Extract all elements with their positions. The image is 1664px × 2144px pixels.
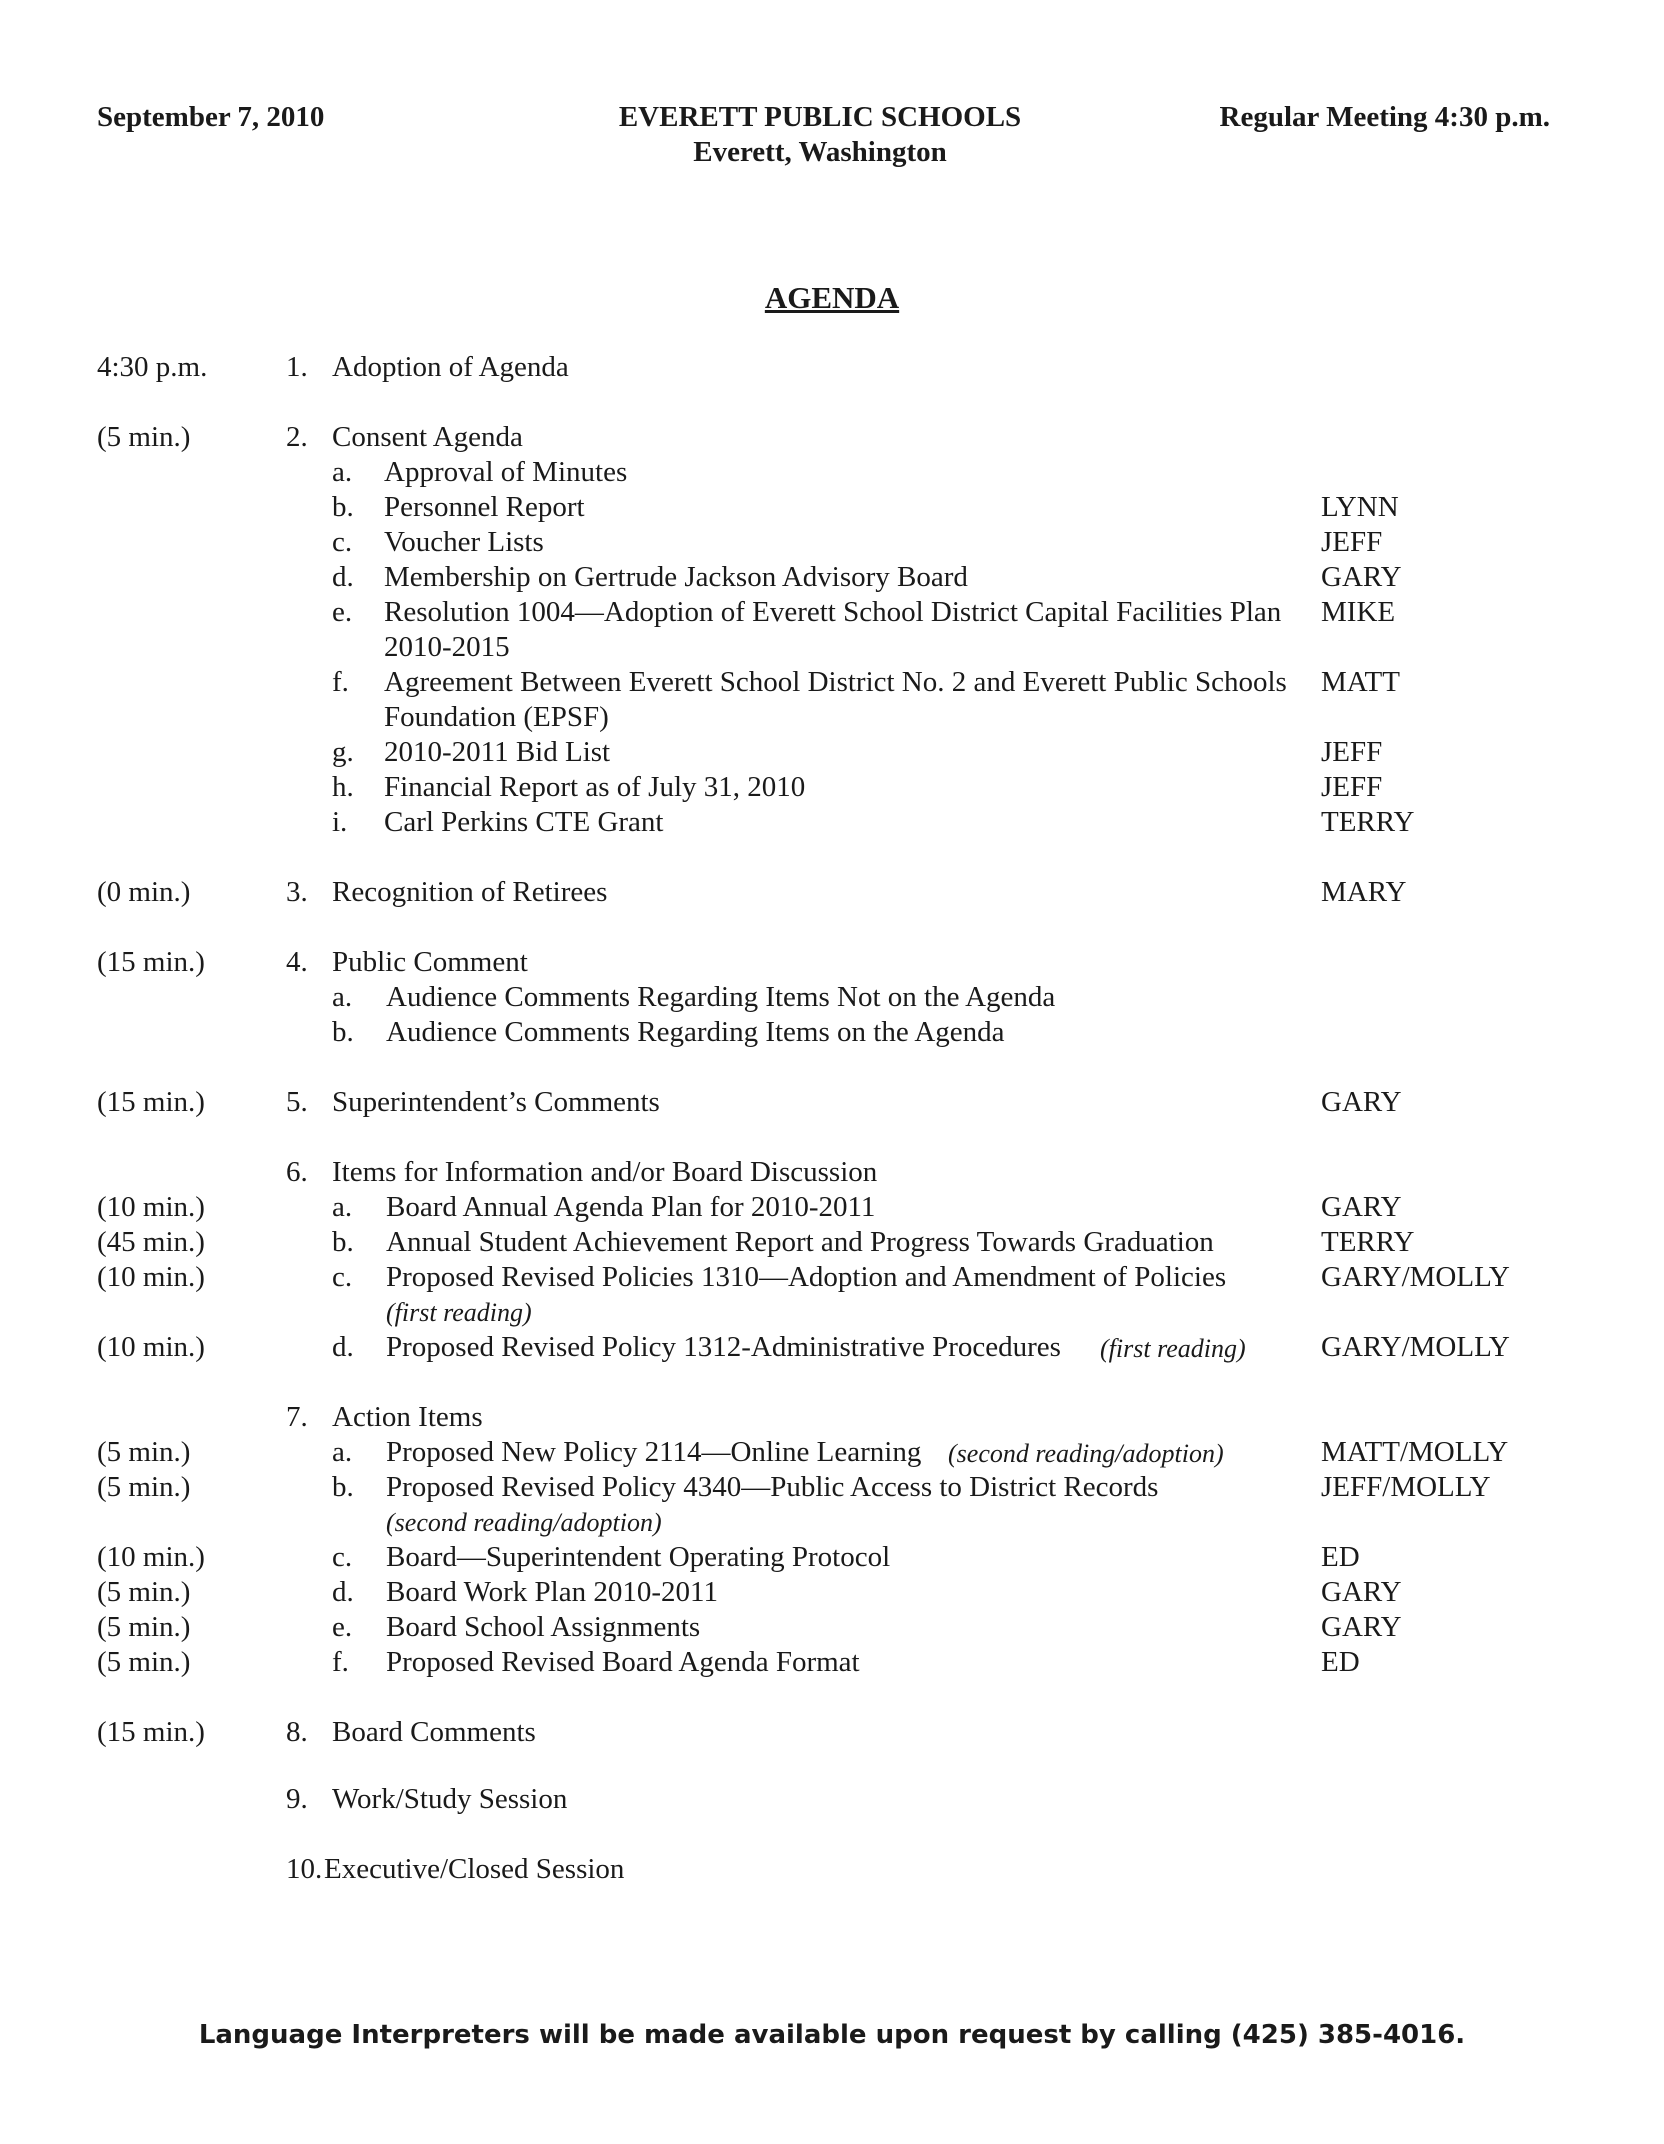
- sub-item-letter: b.: [332, 1016, 354, 1048]
- meeting-type: Regular Meeting 4:30 p.m.: [1219, 101, 1550, 133]
- presenter: JEFF: [1321, 736, 1383, 768]
- item-text: Consent Agenda: [332, 421, 523, 453]
- sub-item-letter: e.: [332, 1611, 353, 1643]
- item-time: (45 min.): [97, 1226, 205, 1258]
- item-time: (10 min.): [97, 1331, 205, 1363]
- district-name: EVERETT PUBLIC SCHOOLS: [618, 101, 1022, 133]
- sub-item-letter: a.: [332, 1436, 353, 1468]
- item-time: (5 min.): [97, 1611, 191, 1643]
- presenter: MIKE: [1321, 596, 1396, 628]
- item-text: Recognition of Retirees: [332, 876, 608, 908]
- item-number: 10.: [286, 1853, 323, 1885]
- item-time: (5 min.): [97, 1471, 191, 1503]
- item-time: (5 min.): [97, 1576, 191, 1608]
- district-city: Everett, Washington: [693, 136, 947, 168]
- item-number: 5.: [286, 1086, 308, 1118]
- sub-item-text: Audience Comments Regarding Items Not on the Agenda: [386, 981, 1056, 1013]
- item-number: 3.: [286, 876, 308, 908]
- sub-item-letter: f.: [332, 1646, 349, 1678]
- presenter: LYNN: [1321, 491, 1399, 523]
- item-text: Public Comment: [332, 946, 528, 978]
- presenter: JEFF: [1321, 526, 1383, 558]
- sub-item-letter: b.: [332, 491, 354, 523]
- item-number: 6.: [286, 1156, 308, 1188]
- sub-item-text: Board Work Plan 2010-2011: [386, 1576, 718, 1608]
- sub-item-letter: c.: [332, 1261, 353, 1293]
- item-text: Items for Information and/or Board Discussion: [332, 1156, 878, 1188]
- presenter: GARY: [1321, 561, 1402, 593]
- presenter: GARY: [1321, 1611, 1402, 1643]
- sub-item-text: 2010-2011 Bid List: [384, 736, 611, 768]
- presenter: JEFF/MOLLY: [1321, 1471, 1491, 1503]
- item-time: (10 min.): [97, 1261, 205, 1293]
- item-text: Superintendent’s Comments: [332, 1086, 660, 1118]
- sub-item-text: Proposed Revised Policy 1312-Administrative Procedures: [386, 1331, 1061, 1363]
- sub-item-text: Board Annual Agenda Plan for 2010-2011: [386, 1191, 876, 1223]
- item-time: 4:30 p.m.: [97, 351, 208, 383]
- presenter: MARY: [1321, 876, 1407, 908]
- item-time: (10 min.): [97, 1541, 205, 1573]
- item-time: (0 min.): [97, 876, 191, 908]
- interpreter-notice: Language Interpreters will be made available upon request by calling (425) 385-4016.: [198, 2020, 1466, 2050]
- reading-note: (first reading): [1100, 1334, 1246, 1363]
- item-time: (5 min.): [97, 421, 191, 453]
- presenter: GARY: [1321, 1086, 1402, 1118]
- sub-item-letter: i.: [332, 806, 348, 838]
- sub-item-letter: b.: [332, 1226, 354, 1258]
- item-time: (15 min.): [97, 1086, 205, 1118]
- item-time: (5 min.): [97, 1646, 191, 1678]
- sub-item-text: Carl Perkins CTE Grant: [384, 806, 664, 838]
- item-time: (10 min.): [97, 1191, 205, 1223]
- presenter: MATT: [1321, 666, 1400, 698]
- sub-item-text: Approval of Minutes: [384, 456, 628, 488]
- sub-item-text: Annual Student Achievement Report and Progress Towards Graduation: [386, 1226, 1214, 1258]
- meeting-date: September 7, 2010: [97, 101, 325, 133]
- sub-item-text: Proposed Revised Policies 1310—Adoption and Amendment of Policies: [386, 1261, 1227, 1293]
- sub-item-letter: g.: [332, 736, 354, 768]
- item-number: 4.: [286, 946, 308, 978]
- sub-item-letter: e.: [332, 596, 353, 628]
- presenter: TERRY: [1321, 806, 1415, 838]
- item-text: Work/Study Session: [332, 1783, 568, 1815]
- sub-item-text: Audience Comments Regarding Items on the Agenda: [386, 1016, 1005, 1048]
- page-title: AGENDA: [764, 280, 900, 315]
- sub-item-text: Financial Report as of July 31, 2010: [384, 771, 806, 803]
- sub-item-text: Membership on Gertrude Jackson Advisory Board: [384, 561, 968, 593]
- reading-note: (first reading): [386, 1298, 532, 1327]
- item-number: 7.: [286, 1401, 308, 1433]
- presenter: GARY: [1321, 1191, 1402, 1223]
- item-number: 8.: [286, 1716, 308, 1748]
- presenter: GARY/MOLLY: [1321, 1261, 1510, 1293]
- presenter: GARY/MOLLY: [1321, 1331, 1510, 1363]
- sub-item-text: Board—Superintendent Operating Protocol: [386, 1541, 891, 1573]
- item-time: (15 min.): [97, 946, 205, 978]
- presenter: GARY: [1321, 1576, 1402, 1608]
- sub-item-text: Proposed Revised Board Agenda Format: [386, 1646, 860, 1678]
- sub-item-letter: c.: [332, 526, 353, 558]
- sub-item-letter: a.: [332, 456, 353, 488]
- sub-item-letter: h.: [332, 771, 354, 803]
- sub-item-letter: a.: [332, 981, 353, 1013]
- sub-item-letter: d.: [332, 1576, 354, 1608]
- presenter: JEFF: [1321, 771, 1383, 803]
- item-text: Adoption of Agenda: [332, 351, 569, 383]
- item-text: Board Comments: [332, 1716, 536, 1748]
- district-heading: [520, 100, 1120, 170]
- sub-item-letter: d.: [332, 1331, 354, 1363]
- presenter: ED: [1321, 1646, 1360, 1678]
- sub-item-text: Board School Assignments: [386, 1611, 701, 1643]
- presenter: MATT/MOLLY: [1321, 1436, 1509, 1468]
- reading-note: (second reading/adoption): [948, 1439, 1224, 1468]
- sub-item-text: Proposed Revised Policy 4340—Public Access to District Records: [386, 1471, 1159, 1503]
- item-number: 1.: [286, 351, 308, 383]
- item-number: 9.: [286, 1783, 308, 1815]
- sub-item-text: Agreement Between Everett School District No. 2 and Everett Public Schools Foundation (EPSF): [384, 666, 1287, 733]
- sub-item-text: Personnel Report: [384, 491, 585, 523]
- sub-item-letter: f.: [332, 666, 349, 698]
- presenter: ED: [1321, 1541, 1360, 1573]
- sub-item-text: Voucher Lists: [384, 526, 544, 558]
- sub-item-letter: a.: [332, 1191, 353, 1223]
- presenter: TERRY: [1321, 1226, 1415, 1258]
- sub-item-text: Proposed New Policy 2114—Online Learning: [386, 1436, 922, 1468]
- item-time: (5 min.): [97, 1436, 191, 1468]
- sub-item-letter: b.: [332, 1471, 354, 1503]
- sub-item-letter: c.: [332, 1541, 353, 1573]
- item-time: (15 min.): [97, 1716, 205, 1748]
- item-number: 2.: [286, 421, 308, 453]
- reading-note: (second reading/adoption): [386, 1508, 662, 1537]
- item-text: Executive/Closed Session: [324, 1853, 625, 1885]
- item-text: Action Items: [332, 1401, 483, 1433]
- sub-item-letter: d.: [332, 561, 354, 593]
- sub-item-text: Resolution 1004—Adoption of Everett School District Capital Facilities Plan 2010-2015: [384, 596, 1282, 663]
